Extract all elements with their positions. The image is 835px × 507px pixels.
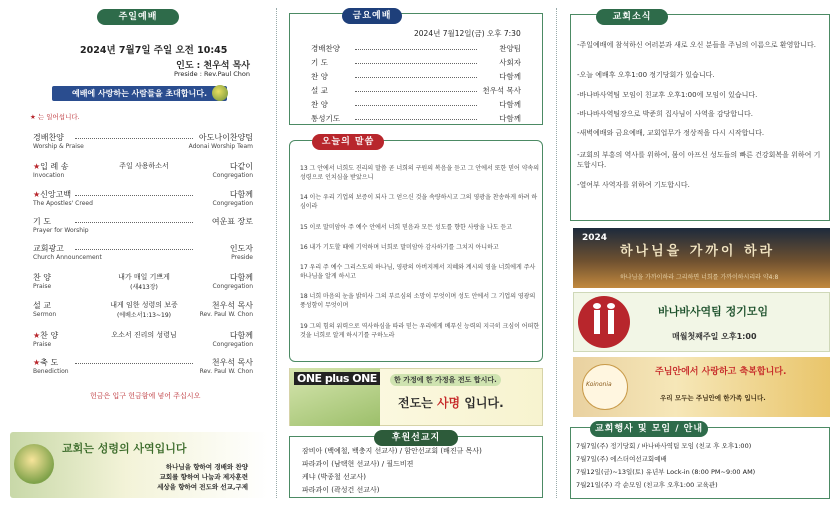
koinonia-line2: 우리 모두는 주님안에 한가족 입니다. [660,394,766,402]
leader-dots [355,49,477,50]
friday-item [311,71,521,84]
order-item-title-en: The Apostles' Creed [33,200,93,207]
support-header: 후원선교지 [374,430,458,446]
news-header: 교회소식 [596,9,668,25]
sunday-preacher: 인도 : 천우석 목사 [176,61,250,71]
logo-dot [593,303,601,309]
barnabas-title: 바나바사역팀 정기모임 [658,305,769,318]
order-item-title: 설 교 [33,301,51,310]
support-line: 잠비아 (백예철, 백충지 선교사) / 함안선교회 (배진규 목사) [302,447,482,455]
order-item [33,216,253,238]
motto-line: 하나님을 향하여 경배와 찬양 [165,463,248,471]
ad-logo: ONE plus ONE [294,372,380,385]
news-item: -오늘 예배후 오후1:00 정기당회가 있습니다. [577,71,715,79]
order-item-title: 경배찬양 [33,133,64,142]
verse: 13 그 안에서 너희도 진리의 말씀 곧 너희의 구원의 복음을 듣고 그 안에서 또한 믿어 약속의 성령으로 인치심을 받았으니 [300,165,540,181]
dove-icon [14,444,54,484]
globe-icon [212,85,228,101]
order-item-title-en: Worship & Praise [33,143,84,150]
order-item-leader-en: Rev. Paul W. Chon [199,311,253,318]
order-item-title-en: Prayer for Worship [33,227,89,234]
stand-star-icon: ★ [33,358,41,367]
sunday-date: 2024년 7월7일 주일 오전 10:45 [80,45,228,56]
stand-star-icon: ★ [33,331,41,340]
friday-item-title: 기 도 [311,58,328,67]
order-item-title: ★찬 양 [33,331,59,340]
friday-item-title: 찬 양 [311,100,328,109]
verse: 19 그의 힘의 위력으로 역사하심을 따라 믿는 우리에게 베푸신 능력의 지극히 크심이 어떠한 것을 너희로 알게 하시기를 구하노라 [300,323,540,339]
order-item-detail: 내가 매일 기쁘게 [118,273,170,281]
order-item-title-en: Benediction [33,368,69,375]
order-item-title-en: Praise [33,283,52,290]
order-item-reference: (새413장) [130,284,158,291]
column-divider [276,8,277,498]
theme-year: 2024 [582,233,608,243]
order-item [33,161,253,183]
order-item [33,132,253,154]
friday-item-title: 설 교 [311,86,328,95]
order-item-leader: 인도자 [229,244,253,253]
friday-item-leader: 다함께 [499,114,521,123]
order-item-leader-en: Adonai Worship Team [188,143,253,150]
order-item-title-en: Sermon [33,311,57,318]
news-column [560,0,835,507]
order-item-leader: 천우석 목사 [211,358,253,367]
koinonia-logo-text: Koinonia [586,381,612,388]
stand-star-icon: ★ [33,162,41,171]
verse: 18 너희 마음의 눈을 밝히사 그의 부르심의 소망이 무엇이며 성도 안에서 그 기업의 영광의 풍성함이 무엇이며 [300,293,536,309]
friday-column [282,0,550,507]
ad-line2: 전도는 사명 입니다. [398,396,504,410]
order-item-title: 교회광고 [33,244,64,253]
order-item-leader-en: Congregation [212,172,253,179]
friday-item-leader: 사회자 [499,58,521,67]
order-item [33,243,253,265]
event-item: 7월12일(금)~13일(토) 유년부 Lock-in (8:00 PM~9:00 AM) [576,468,756,476]
stand-note: ★ 는 일어섭니다. [30,113,80,121]
column-divider [556,8,557,498]
friday-item-title: 찬 양 [311,72,328,81]
friday-item-leader: 천우석 목사 [482,86,521,95]
order-item-title: 기 도 [33,217,51,226]
barnabas-schedule: 매월첫째주일 오후1:00 [672,332,757,341]
leader-dots [75,138,193,139]
news-item: -새벽예배와 금요예배, 교회업무가 정상적을 다시 시작합니다. [577,129,765,137]
order-item [33,357,253,379]
motto-line: 교회를 향하여 나눔과 제자훈련 [159,473,248,481]
order-item-title: 찬 양 [33,273,51,282]
event-item: 7월21일(주) 각 순모임 (친교후 오후1:00 교육관) [576,481,718,489]
leader-dots [75,363,193,364]
motto-line: 세상을 향하여 전도와 선교,구제 [157,483,248,491]
barnabas-logo-icon [578,296,630,348]
logo-bar [594,310,600,334]
friday-item [311,85,521,98]
friday-item [311,57,521,70]
order-item-detail: 내게 임한 성령의 보증 [110,301,178,309]
leader-dots [355,77,477,78]
support-line: 파라과이 (곽성건 선교사) [302,486,380,494]
friday-date: 2024년 7월12일(금) 오후 7:30 [414,29,521,38]
friday-item [311,113,521,126]
support-line: 파라과이 (남택현 선교사) / 필드비젼 [302,460,414,468]
news-item: -바나바사역팀 모임이 친교후 오후1:00에 모임이 있습니다. [577,91,758,99]
offering-note: 헌금은 입구 헌금함에 넣어 주십시오 [90,392,201,400]
friday-item-title: 통성기도 [311,114,340,123]
order-item-title-en: Invocation [33,172,65,179]
friday-item [311,99,521,112]
news-item: -교회의 부흥의 역사를 위하여, 몸이 아프신 성도들의 빠른 건강회복을 위하여 기도합시다. [577,151,821,169]
order-item-leader-en: Congregation [212,200,253,207]
welcome-banner: 예배에 사랑하는 사람들을 초대합니다. [52,86,227,101]
order-item-leader: 다같이 [229,162,253,171]
order-item [33,330,253,352]
order-item-title: ★축 도 [33,358,59,367]
event-item: 7월7일(주) 정기당회 / 바나바사역팀 모임 (친교 후 오후1:00) [576,442,752,450]
friday-item-leader: 찬양팀 [499,44,521,53]
sunday-header: 주일예배 [97,9,179,25]
order-item-detail: 주일 사용하소서 [119,162,169,170]
logo-bar [608,310,614,334]
sunday-preacher-en: Preside : Rev.Paul Chon [174,70,250,78]
leader-dots [355,119,477,120]
friday-item [311,43,521,56]
leader-dots [355,63,477,64]
news-item: -열여부 사역자를 위하여 기도합시다. [577,181,690,189]
order-item-title-en: Church Announcement [33,254,102,261]
order-item-reference: (에베소서1:13~19) [116,312,171,319]
support-line: 케냐 (박종철 선교사) [302,473,367,481]
friday-item-leader: 다함께 [499,72,521,81]
order-item [33,189,253,211]
event-item: 7월7일(주) 에스더여선교회예배 [576,455,667,463]
friday-item-leader: 다함께 [499,100,521,109]
order-item-leader: 다함께 [229,273,253,282]
news-item: -주일예배에 참석하신 여러분과 새로 오신 분들을 주님의 이름으로 환영합니다. [577,41,816,49]
order-item-leader-en: Congregation [212,341,253,348]
order-item-title-en: Praise [33,341,52,348]
leader-dots [75,249,193,250]
leader-dots [75,195,193,196]
leader-dots [355,105,477,106]
logo-dot [607,303,615,309]
news-item: -바나바사역팀장으로 박준희 집사님이 사역을 감당합니다. [577,110,753,118]
word-header: 오늘의 말씀 [312,134,384,150]
order-item [33,272,253,294]
order-item-leader: 천우석 목사 [211,301,253,310]
verse: 14 이는 우리 기업의 보증이 되사 그 얻으신 것을 속량하시고 그의 영광을 찬송하게 하려 하심이라 [300,194,538,210]
motto-title: 교회는 성령의 사역입니다 [62,442,187,455]
verse: 17 우리 주 예수 그리스도의 하나님, 영광의 아버지께서 지혜와 계시의 영을 너희에게 주사 하나님을 알게 하시고 [300,264,536,280]
order-item [33,300,253,322]
ad-line1: 한 가정에 한 가정을 전도 합시다. [390,374,501,386]
order-item-leader: 여운표 장로 [211,217,253,226]
order-item-detail: 오소서 진리의 성령님 [111,331,177,339]
order-item-title: ★입 례 송 [33,162,69,171]
friday-header: 금요예배 [342,8,402,24]
stand-star-icon: ★ [33,190,41,199]
order-item-leader-en: Preside [231,254,253,261]
order-item-leader-en: Rev. Paul W. Chon [199,368,253,375]
theme-verse: 하나님을 가까이하라 그리하면 너희를 가까이하시리라 약4:8 [620,274,779,281]
theme-title: 하나님을 가까이 하라 [620,244,776,259]
koinonia-line1: 주님안에서 사랑하고 축복합니다. [655,367,787,377]
order-item-leader-en: Congregation [212,283,253,290]
friday-item-title: 경배찬양 [311,44,340,53]
events-header: 교회행사 및 모임 / 안내 [590,421,708,437]
order-item-leader: 다함께 [229,331,253,340]
order-item-title: ★신앙고백 [33,190,72,199]
order-item-leader: 아도나이찬양팀 [198,133,253,142]
order-item-leader: 다함께 [229,190,253,199]
verse: 16 내가 기도할 때에 기억하며 너희로 말미암아 감사하기를 그치지 아니하고 [300,244,499,251]
verse: 15 이로 말미암아 주 예수 안에서 너희 믿음과 모든 성도를 향한 사랑을 나도 듣고 [300,224,513,231]
sunday-worship-column [0,0,272,507]
leader-dots [355,91,477,92]
leader-dots [75,222,193,223]
